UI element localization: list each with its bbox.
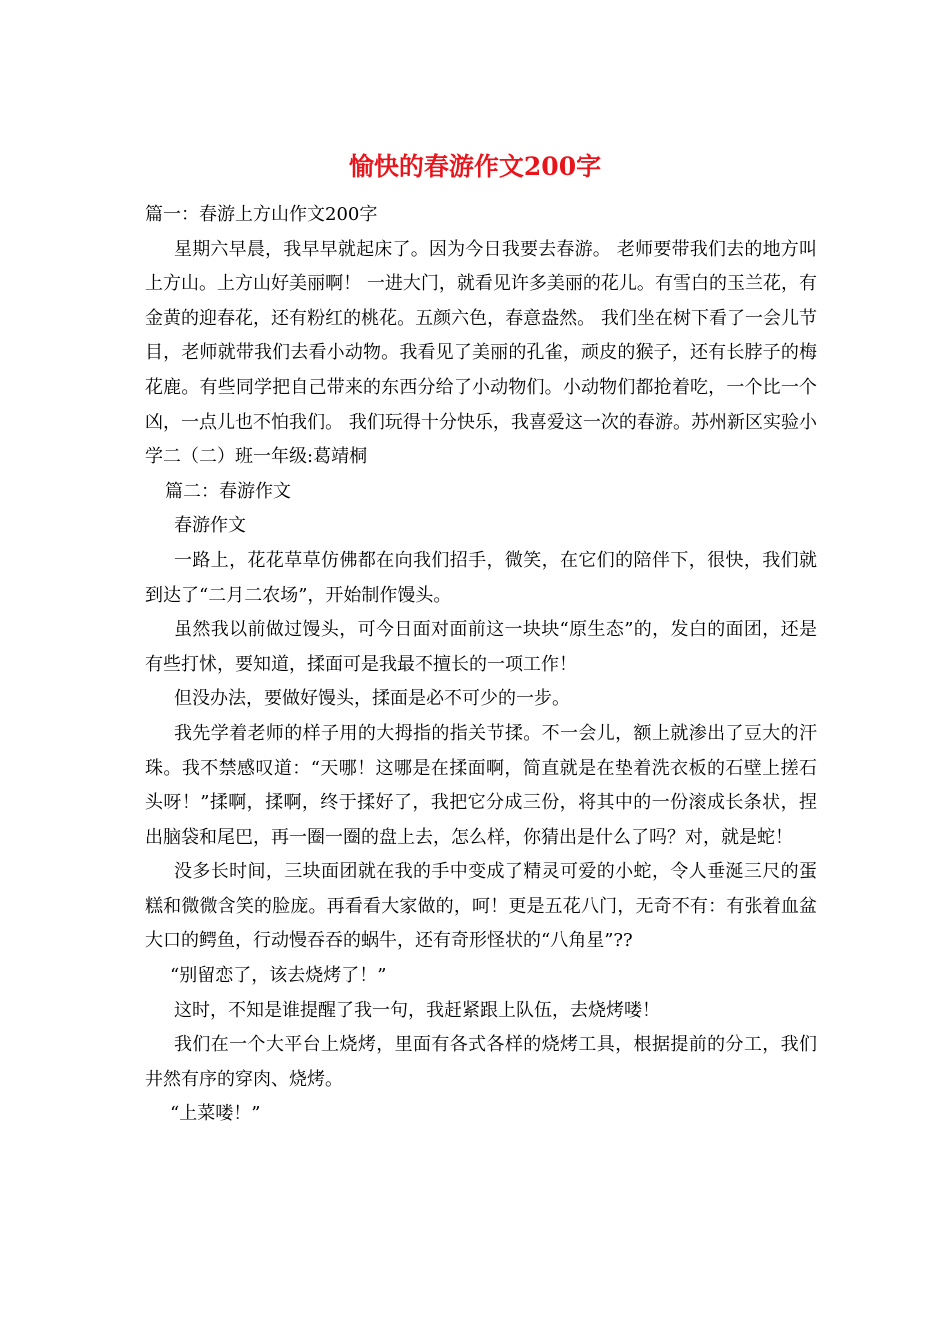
paragraph: 但没办法，要做好馒头，揉面是必不可少的一步。 <box>174 688 570 710</box>
paragraph: 没多长时间，三块面团就在我的手中变成了精灵可爱的小蛇，令人垂涎三尺的蛋糕和微微含笑的脸庞。再看看大家做的，呵！更是五花八门，无奇不有：有张着血盆大口的鳄鱼，行动慢吞吞的蜗牛，还有奇形怪状的“八角星”?? <box>145 861 817 952</box>
page-title: 愉快的春游作文200字 <box>348 152 602 181</box>
section-heading-1: 篇一：春游上方山作文200字 <box>145 204 378 225</box>
subheading: 春游作文 <box>174 515 246 537</box>
paragraph: 星期六早晨，我早早就起床了。因为今日我要去春游。 老师要带我们去的地方叫上方山。上方山好美丽啊！ 一进大门，就看见许多美丽的花儿。有雪白的玉兰花，有金黄的迎春花，还有粉红的桃花。五颜六色，春意盎然。 我们坐在树下看了一会儿节目，老师就带我们去看小动物。我看见了美丽的孔雀，顽皮的猴子，还有长脖子的梅花鹿。有些同学把自己带来的东西分给了小动物们。小动物们都抢着吃，一个比一个凶，一点儿也不怕我们。 我们玩得十分快乐，我喜爱这一次的春游。苏州新区实验小学二（二）班一年级:葛靖桐 <box>145 238 817 468</box>
quote-line: “上菜喽！” <box>170 1103 261 1125</box>
paragraph: 我们在一个大平台上烧烤，里面有各式各样的烧烤工具，根据提前的分工，我们井然有序的穿肉、烧烤。 <box>145 1034 817 1090</box>
paragraph: 我先学着老师的样子用的大拇指的指关节揉。不一会儿，额上就渗出了豆大的汗珠。我不禁感叹道：“天哪！这哪是在揉面啊，简直就是在垫着洗衣板的石壁上搓石头呀！”揉啊，揉啊，终于揉好了，我把它分成三份，将其中的一份滚成长条状，捏出脑袋和尾巴，再一圈一圈的盘上去，怎么样，你猜出是什么了吗？对，就是蛇！ <box>145 722 817 848</box>
section-heading-2: 篇二：春游作文 <box>165 480 291 502</box>
paragraph: 虽然我以前做过馒头，可今日面对面前这一块块“原生态”的，发白的面团，还是有些打怵，要知道，揉面可是我最不擅长的一项工作！ <box>145 619 817 675</box>
paragraph: 一路上，花花草草仿佛都在向我们招手，微笑，在它们的陪伴下，很快，我们就到达了“二月二农场”，开始制作馒头。 <box>145 549 817 606</box>
document-body <box>145 198 817 1132</box>
paragraph: 这时，不知是谁提醒了我一句，我赶紧跟上队伍，去烧烤喽！ <box>174 999 660 1021</box>
quote-line: “别留恋了，该去烧烤了！” <box>170 965 387 987</box>
